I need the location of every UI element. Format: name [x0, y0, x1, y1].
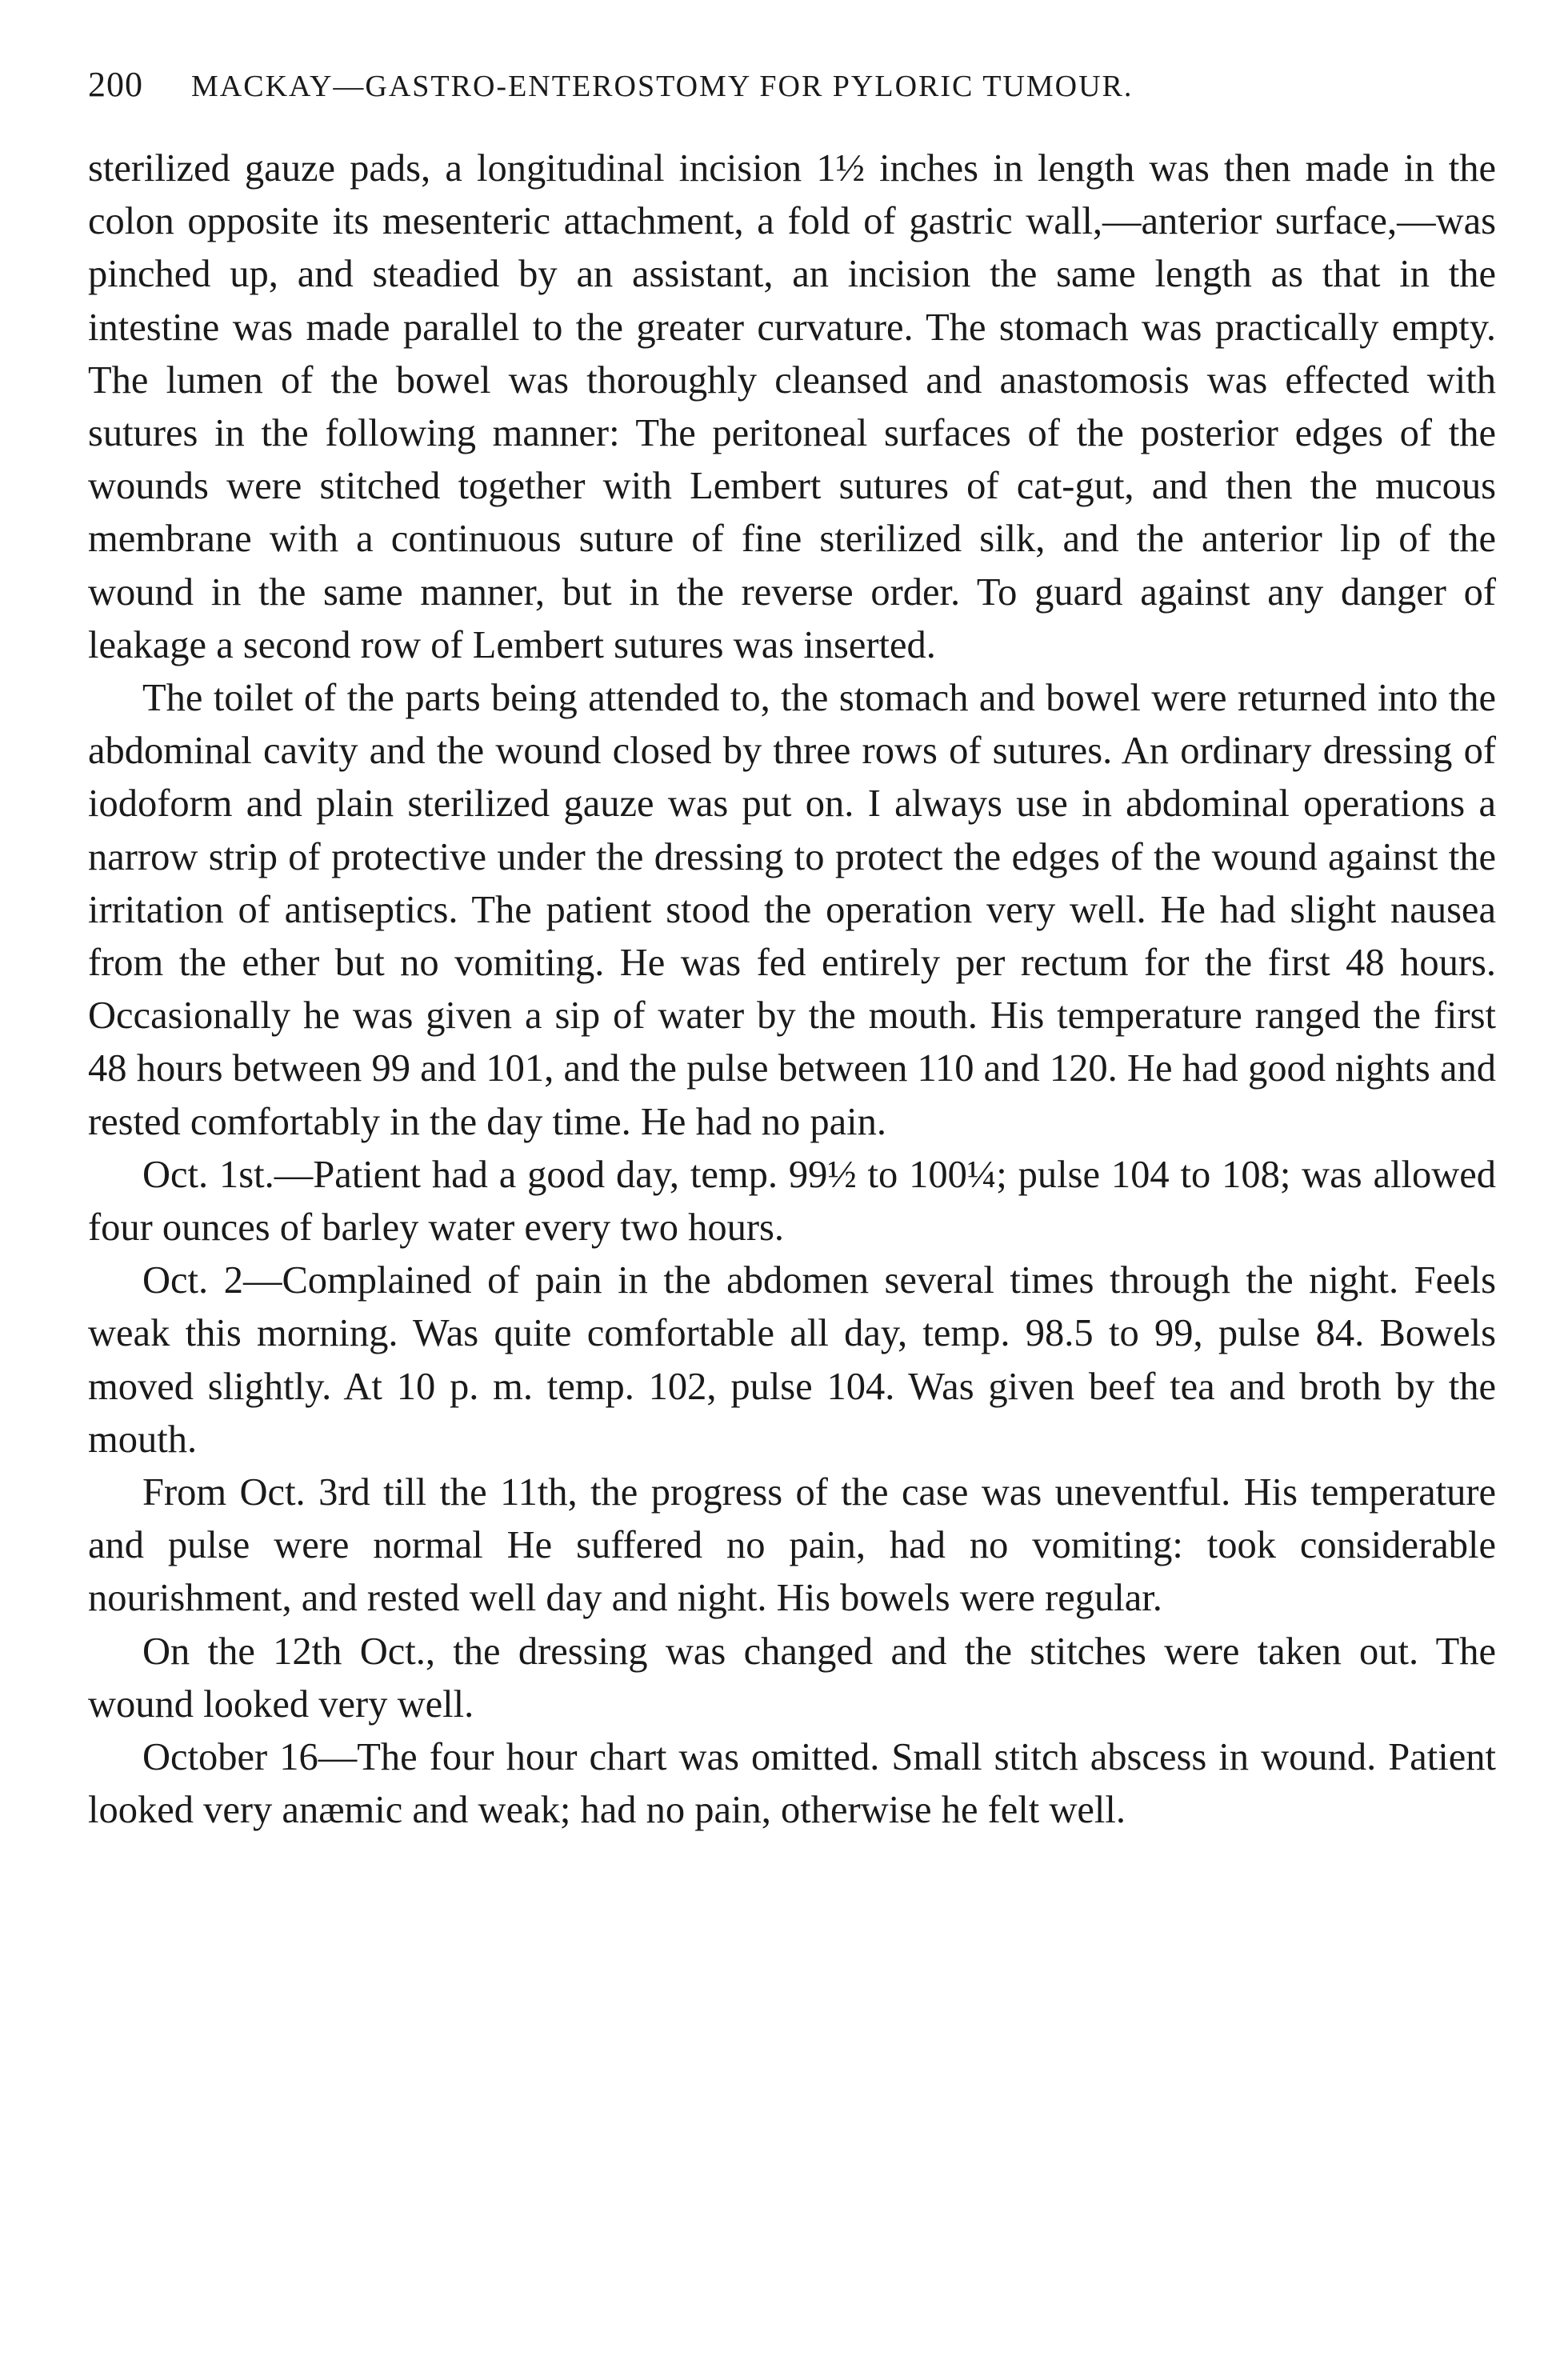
paragraph-continuation: sterilized gauze pads, a longitudinal incision 1½ inches in length was then made in the colon opposite its mesenteric attachment, a fold of gastric wall,—anterior surface,—was pinched up, and steadied by an assistant, an incision the same length as that in the intestine was made parallel to the greater curvature. The stomach was practically empty. The lumen of the bowel was thoroughly cleansed and anastomosis was effected with sutures in the following manner: The peritoneal surfaces of the posterior edges of the wounds were stitched together with Lembert sutures of cat-gut, and then the mucous membrane with a continuous suture of fine sterilized silk, and the anterior lip of the wound in the same manner, but in the reverse order. To guard against any danger of leakage a second row of Lembert sutures was inserted.	[88, 147, 1496, 666]
running-head	[88, 64, 1496, 120]
journal-page	[88, 64, 1496, 1838]
paragraph-oct-1: Oct. 1st.—Patient had a good day, temp. 99½ to 100¼; pulse 104 to 108; was allowed four ounces of barley water every two hours.	[88, 1153, 1496, 1250]
running-title: MACKAY—GASTRO-ENTEROSTOMY FOR PYLORIC TUMOUR.	[191, 70, 1134, 103]
paragraph-toilet: The toilet of the parts being attended to, the stomach and bowel were returned into the abdominal cavity and the wound closed by three rows of sutures. An ordinary dressing of iodoform and plain sterilized gauze was put on. I always use in abdominal operations a narrow strip of protective under the dressing to protect the edges of the wound against the irritation of antiseptics. The patient stood the operation very well. He had slight nausea from the ether but no vomiting. He was fed entirely per rectum for the first 48 hours. Occasionally he was given a sip of water by the mouth. His temperature ranged the first 48 hours between 99 and 101, and the pulse between 110 and 120. He had good nights and rested comfortably in the day time. He had no pain.	[88, 677, 1496, 1143]
article-body	[88, 142, 1496, 1838]
paragraph-oct-2: Oct. 2—Complained of pain in the abdomen several times through the night. Feels weak this morning. Was quite comfortable all day, temp. 98.5 to 99, pulse 84. Bowels moved slightly. At 10 p. m. temp. 102, pulse 104. Was given beef tea and broth by the mouth.	[88, 1259, 1496, 1461]
page-number: 200	[88, 65, 143, 104]
paragraph-oct-3-11: From Oct. 3rd till the 11th, the progress of the case was uneventful. His temperature and pulse were normal He suffered no pain, had no vomiting: took considerable nourishment, and rested well day and night. His bowels were regular.	[88, 1471, 1496, 1620]
paragraph-oct-16: October 16—The four hour chart was omitted. Small stitch abscess in wound. Patient looked very anæmic and weak; had no pain, otherwise he felt well.	[88, 1736, 1496, 1832]
paragraph-oct-12: On the 12th Oct., the dressing was changed and the stitches were taken out. The wound looked very well.	[88, 1630, 1496, 1726]
